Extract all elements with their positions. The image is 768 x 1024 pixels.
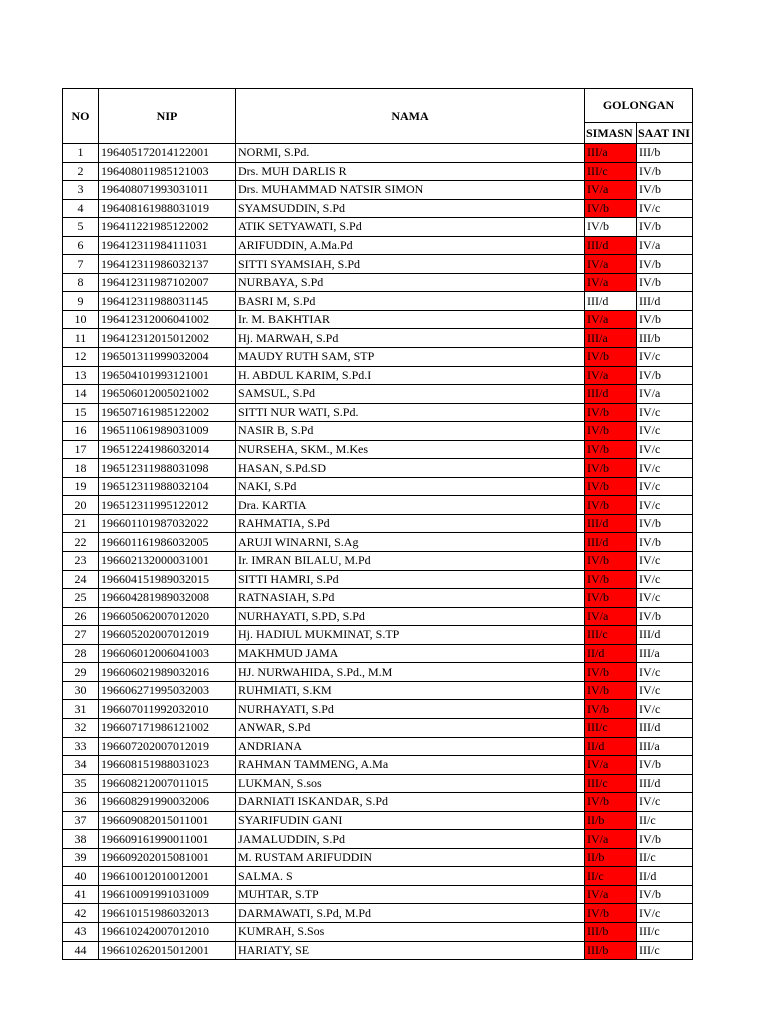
row-no-cell: 26 [63,607,99,626]
row-no-cell: 22 [63,533,99,552]
row-saat-ini-cell: IV/c [637,793,693,812]
row-nip-cell: 196512311988032104 [99,477,236,496]
row-nip-cell: 196609161990011001 [99,830,236,849]
row-saat-ini-cell: IV/b [637,514,693,533]
row-no-cell: 12 [63,348,99,367]
row-nip-cell: 196607202007012019 [99,737,236,756]
row-simasn-cell: IV/a [585,830,637,849]
row-no-cell: 15 [63,403,99,422]
row-nama-cell: MAUDY RUTH SAM, STP [236,348,585,367]
table-row [63,218,693,237]
table-row [63,199,693,218]
row-no-cell: 38 [63,830,99,849]
row-no-cell: 7 [63,255,99,274]
row-no-cell: 32 [63,718,99,737]
row-simasn-cell: IV/b [585,904,637,923]
row-simasn-cell: III/c [585,718,637,737]
row-nama-cell: NASIR B, S.Pd [236,422,585,441]
row-saat-ini-cell: IV/b [637,181,693,200]
row-simasn-cell: III/c [585,162,637,181]
row-no-cell: 24 [63,570,99,589]
row-saat-ini-cell: IV/c [637,589,693,608]
row-nama-cell: SITTI HAMRI, S.Pd [236,570,585,589]
row-nama-cell: Dra. KARTIA [236,496,585,515]
row-nama-cell: MUHTAR, S.TP [236,885,585,904]
row-no-cell: 8 [63,273,99,292]
row-nama-cell: SITTI NUR WATI, S.Pd. [236,403,585,422]
row-simasn-cell: IV/b [585,403,637,422]
row-no-cell: 28 [63,644,99,663]
row-nip-cell: 196608212007011015 [99,774,236,793]
header-nip: NIP [99,89,236,144]
row-nip-cell: 196507161985122002 [99,403,236,422]
row-simasn-cell: III/d [585,385,637,404]
row-simasn-cell: II/d [585,644,637,663]
row-nama-cell: BASRI M, S.Pd [236,292,585,311]
row-nama-cell: ATIK SETYAWATI, S.Pd [236,218,585,237]
row-nama-cell: SYARIFUDIN GANI [236,811,585,830]
row-nama-cell: H. ABDUL KARIM, S.Pd.I [236,366,585,385]
row-simasn-cell: III/d [585,533,637,552]
row-no-cell: 1 [63,144,99,163]
header-saat-ini: SAAT INI [637,123,693,144]
table-row [63,366,693,385]
table-row [63,162,693,181]
row-simasn-cell: IV/b [585,570,637,589]
row-simasn-cell: IV/b [585,663,637,682]
row-saat-ini-cell: IV/b [637,533,693,552]
table-row [63,422,693,441]
row-no-cell: 43 [63,922,99,941]
row-saat-ini-cell: IV/c [637,440,693,459]
row-saat-ini-cell: IV/b [637,310,693,329]
row-saat-ini-cell: IV/c [637,199,693,218]
table-row [63,885,693,904]
row-no-cell: 40 [63,867,99,886]
row-no-cell: 23 [63,552,99,571]
table-row [63,867,693,886]
row-saat-ini-cell: IV/c [637,552,693,571]
table-row [63,459,693,478]
table-row [63,181,693,200]
row-saat-ini-cell: IV/c [637,403,693,422]
row-nama-cell: Ir. M. BAKHTIAR [236,310,585,329]
row-nama-cell: Hj. MARWAH, S.Pd [236,329,585,348]
header-golongan: GOLONGAN [585,89,693,123]
row-nip-cell: 196506012005021002 [99,385,236,404]
row-nama-cell: ANWAR, S.Pd [236,718,585,737]
row-nama-cell: NURHAYATI, S.PD, S.Pd [236,607,585,626]
row-no-cell: 2 [63,162,99,181]
table-row [63,922,693,941]
table-row [63,403,693,422]
row-saat-ini-cell: IV/b [637,218,693,237]
table-row [63,385,693,404]
employee-table [62,88,693,960]
table-row [63,496,693,515]
row-nip-cell: 196604151989032015 [99,570,236,589]
row-nip-cell: 196405172014122001 [99,144,236,163]
row-no-cell: 42 [63,904,99,923]
row-nip-cell: 196605202007012019 [99,626,236,645]
table-row [63,848,693,867]
row-saat-ini-cell: IV/a [637,236,693,255]
row-simasn-cell: IV/b [585,348,637,367]
table-row [63,570,693,589]
row-nama-cell: ARUJI WINARNI, S.Ag [236,533,585,552]
row-saat-ini-cell: III/d [637,774,693,793]
row-nip-cell: 196608291990032006 [99,793,236,812]
row-saat-ini-cell: IV/a [637,385,693,404]
row-saat-ini-cell: III/d [637,626,693,645]
row-nip-cell: 196610091991031009 [99,885,236,904]
row-saat-ini-cell: II/c [637,848,693,867]
row-saat-ini-cell: IV/c [637,459,693,478]
row-saat-ini-cell: II/d [637,867,693,886]
row-simasn-cell: II/b [585,811,637,830]
row-simasn-cell: IV/a [585,607,637,626]
row-simasn-cell: IV/b [585,681,637,700]
row-nip-cell: 196605062007012020 [99,607,236,626]
row-simasn-cell: IV/b [585,793,637,812]
row-saat-ini-cell: IV/c [637,477,693,496]
row-no-cell: 3 [63,181,99,200]
row-nama-cell: KUMRAH, S.Sos [236,922,585,941]
row-nip-cell: 196607171986121002 [99,718,236,737]
row-nip-cell: 196608151988031023 [99,756,236,775]
row-simasn-cell: III/b [585,922,637,941]
row-nama-cell: DARMAWATI, S.Pd, M.Pd [236,904,585,923]
row-simasn-cell: III/d [585,292,637,311]
row-simasn-cell: IV/a [585,273,637,292]
row-nama-cell: NURSEHA, SKM., M.Kes [236,440,585,459]
row-saat-ini-cell: III/d [637,718,693,737]
row-nip-cell: 196412311987102007 [99,273,236,292]
row-no-cell: 44 [63,941,99,960]
row-nip-cell: 196601161986032005 [99,533,236,552]
row-nip-cell: 196604281989032008 [99,589,236,608]
table-row [63,830,693,849]
row-nama-cell: LUKMAN, S.sos [236,774,585,793]
row-simasn-cell: IV/b [585,552,637,571]
row-simasn-cell: II/b [585,848,637,867]
row-nama-cell: SYAMSUDDIN, S.Pd [236,199,585,218]
row-no-cell: 21 [63,514,99,533]
row-saat-ini-cell: IV/b [637,255,693,274]
table-row [63,626,693,645]
table-row [63,273,693,292]
row-simasn-cell: II/c [585,867,637,886]
row-nip-cell: 196610012010012001 [99,867,236,886]
row-nip-cell: 196602132000031001 [99,552,236,571]
row-nama-cell: Hj. HADIUL MUKMINAT, S.TP [236,626,585,645]
row-simasn-cell: IV/b [585,700,637,719]
table-row [63,477,693,496]
table-row [63,255,693,274]
table-row [63,663,693,682]
row-simasn-cell: III/a [585,329,637,348]
header-nama: NAMA [236,89,585,144]
row-nip-cell: 196606021989032016 [99,663,236,682]
row-saat-ini-cell: IV/b [637,830,693,849]
row-no-cell: 34 [63,756,99,775]
row-saat-ini-cell: IV/c [637,663,693,682]
header-simasn: SIMASN [585,123,637,144]
row-nama-cell: DARNIATI ISKANDAR, S.Pd [236,793,585,812]
row-saat-ini-cell: IV/b [637,607,693,626]
row-no-cell: 27 [63,626,99,645]
row-simasn-cell: IV/a [585,366,637,385]
table-row [63,533,693,552]
row-no-cell: 35 [63,774,99,793]
table-row [63,144,693,163]
row-nip-cell: 196607011992032010 [99,700,236,719]
row-nip-cell: 196504101993121001 [99,366,236,385]
row-saat-ini-cell: IV/c [637,700,693,719]
row-no-cell: 9 [63,292,99,311]
row-saat-ini-cell: IV/b [637,162,693,181]
row-no-cell: 30 [63,681,99,700]
row-saat-ini-cell: III/c [637,922,693,941]
row-simasn-cell: IV/b [585,496,637,515]
row-simasn-cell: IV/a [585,181,637,200]
row-nama-cell: MAKHMUD JAMA [236,644,585,663]
row-no-cell: 14 [63,385,99,404]
row-nama-cell: RATNASIAH, S.Pd [236,589,585,608]
table-row [63,811,693,830]
row-nip-cell: 196512311988031098 [99,459,236,478]
row-simasn-cell: III/d [585,236,637,255]
row-simasn-cell: IV/a [585,885,637,904]
table-row [63,904,693,923]
row-simasn-cell: IV/a [585,255,637,274]
row-no-cell: 36 [63,793,99,812]
row-nama-cell: NAKI, S.Pd [236,477,585,496]
row-no-cell: 37 [63,811,99,830]
row-nama-cell: Drs. MUH DARLIS R [236,162,585,181]
row-simasn-cell: IV/b [585,199,637,218]
table-row [63,292,693,311]
row-simasn-cell: III/a [585,144,637,163]
row-no-cell: 17 [63,440,99,459]
row-saat-ini-cell: IV/c [637,904,693,923]
row-nama-cell: RAHMAN TAMMENG, A.Ma [236,756,585,775]
row-no-cell: 4 [63,199,99,218]
table-row [63,310,693,329]
row-saat-ini-cell: IV/c [637,348,693,367]
table-header [63,89,693,144]
row-nama-cell: HJ. NURWAHIDA, S.Pd., M.M [236,663,585,682]
row-nama-cell: JAMALUDDIN, S.Pd [236,830,585,849]
row-simasn-cell: III/c [585,774,637,793]
row-no-cell: 19 [63,477,99,496]
row-nip-cell: 196412311984111031 [99,236,236,255]
row-saat-ini-cell: IV/c [637,496,693,515]
row-simasn-cell: IV/a [585,756,637,775]
row-nip-cell: 196609082015011001 [99,811,236,830]
row-nip-cell: 196408011985121003 [99,162,236,181]
row-simasn-cell: IV/b [585,422,637,441]
row-simasn-cell: III/c [585,626,637,645]
table-row [63,514,693,533]
row-nama-cell: Drs. MUHAMMAD NATSIR SIMON [236,181,585,200]
row-nama-cell: NURHAYATI, S.Pd [236,700,585,719]
row-simasn-cell: IV/b [585,218,637,237]
row-nip-cell: 196501311999032004 [99,348,236,367]
row-nip-cell: 196610242007012010 [99,922,236,941]
row-no-cell: 41 [63,885,99,904]
row-nip-cell: 196408161988031019 [99,199,236,218]
row-nama-cell: ANDRIANA [236,737,585,756]
row-no-cell: 11 [63,329,99,348]
row-nip-cell: 196411221985122002 [99,218,236,237]
row-nama-cell: SAMSUL, S.Pd [236,385,585,404]
row-nip-cell: 196412311988031145 [99,292,236,311]
row-no-cell: 20 [63,496,99,515]
row-nama-cell: HASAN, S.Pd.SD [236,459,585,478]
table-body [63,144,693,960]
row-simasn-cell: IV/b [585,440,637,459]
row-nip-cell: 196408071993031011 [99,181,236,200]
row-nip-cell: 196606271995032003 [99,681,236,700]
row-saat-ini-cell: III/b [637,329,693,348]
row-nama-cell: Ir. IMRAN BILALU, M.Pd [236,552,585,571]
row-saat-ini-cell: II/c [637,811,693,830]
row-saat-ini-cell: IV/c [637,422,693,441]
header-no: NO [63,89,99,144]
row-nama-cell: ARIFUDDIN, A.Ma.Pd [236,236,585,255]
row-no-cell: 5 [63,218,99,237]
row-nama-cell: RUHMIATI, S.KM [236,681,585,700]
table-row [63,681,693,700]
table-row [63,440,693,459]
table-row [63,756,693,775]
table-row [63,941,693,960]
row-simasn-cell: III/b [585,941,637,960]
row-nip-cell: 196610262015012001 [99,941,236,960]
row-nama-cell: SITTI SYAMSIAH, S.Pd [236,255,585,274]
row-simasn-cell: IV/b [585,589,637,608]
row-nip-cell: 196412312006041002 [99,310,236,329]
row-saat-ini-cell: IV/b [637,885,693,904]
row-nama-cell: HARIATY, SE [236,941,585,960]
row-no-cell: 33 [63,737,99,756]
table-row [63,793,693,812]
row-simasn-cell: III/d [585,514,637,533]
row-no-cell: 31 [63,700,99,719]
table-row [63,737,693,756]
row-saat-ini-cell: III/a [637,644,693,663]
row-nip-cell: 196412312015012002 [99,329,236,348]
row-saat-ini-cell: IV/c [637,681,693,700]
table-row [63,644,693,663]
table-row [63,348,693,367]
row-simasn-cell: IV/a [585,310,637,329]
row-saat-ini-cell: III/b [637,144,693,163]
row-saat-ini-cell: IV/b [637,366,693,385]
row-simasn-cell: IV/b [585,459,637,478]
row-nama-cell: RAHMATIA, S.Pd [236,514,585,533]
row-no-cell: 25 [63,589,99,608]
row-saat-ini-cell: III/d [637,292,693,311]
row-nip-cell: 196610151986032013 [99,904,236,923]
row-no-cell: 6 [63,236,99,255]
row-no-cell: 13 [63,366,99,385]
table-row [63,329,693,348]
table-row [63,552,693,571]
row-nip-cell: 196606012006041003 [99,644,236,663]
row-saat-ini-cell: IV/b [637,756,693,775]
table-row [63,774,693,793]
table-row [63,700,693,719]
row-no-cell: 18 [63,459,99,478]
row-nip-cell: 196512241986032014 [99,440,236,459]
row-nip-cell: 196412311986032137 [99,255,236,274]
row-nip-cell: 196511061989031009 [99,422,236,441]
row-no-cell: 29 [63,663,99,682]
table-row [63,236,693,255]
row-no-cell: 16 [63,422,99,441]
row-saat-ini-cell: IV/c [637,570,693,589]
row-nama-cell: NURBAYA, S.Pd [236,273,585,292]
row-nama-cell: M. RUSTAM ARIFUDDIN [236,848,585,867]
row-saat-ini-cell: IV/b [637,273,693,292]
row-nip-cell: 196601101987032022 [99,514,236,533]
table-row [63,718,693,737]
row-simasn-cell: II/d [585,737,637,756]
table-row [63,607,693,626]
row-saat-ini-cell: III/c [637,941,693,960]
row-no-cell: 39 [63,848,99,867]
row-nama-cell: NORMI, S.Pd. [236,144,585,163]
table-row [63,589,693,608]
row-saat-ini-cell: III/a [637,737,693,756]
row-simasn-cell: IV/b [585,477,637,496]
row-nip-cell: 196609202015081001 [99,848,236,867]
row-nip-cell: 196512311995122012 [99,496,236,515]
row-no-cell: 10 [63,310,99,329]
row-nama-cell: SALMA. S [236,867,585,886]
